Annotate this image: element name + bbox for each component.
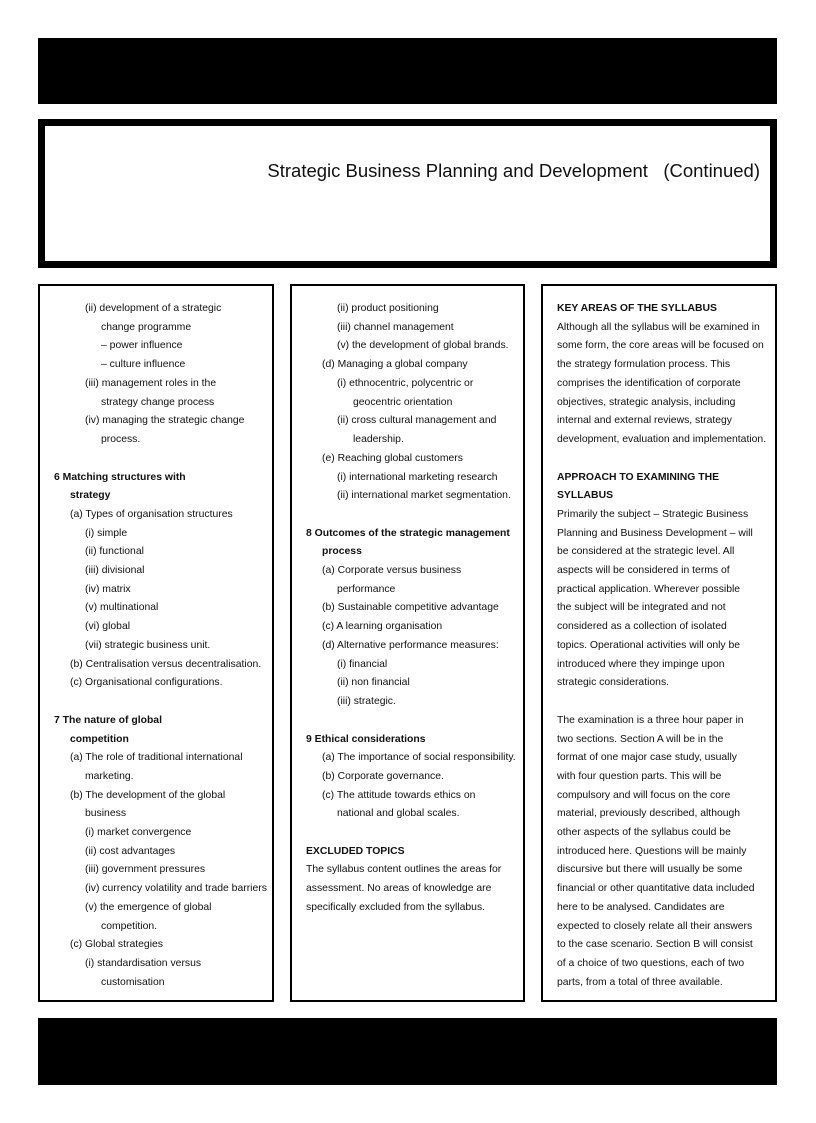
text-line: (b) The development of the global (70, 790, 226, 801)
text-line: national and global scales. (337, 808, 460, 819)
text-line: (i) market convergence (85, 827, 192, 838)
text-line: change programme (101, 322, 192, 333)
text-line: comprises the identification of corporate (557, 378, 741, 389)
text-line: (ii) functional (85, 546, 144, 557)
section-heading: 7 The nature of global (54, 715, 162, 726)
text-line: marketing. (85, 771, 134, 782)
syllabus-column-2 (290, 284, 525, 1002)
text-line: (a) Corporate versus business (322, 565, 462, 576)
text-line: (iv) matrix (85, 584, 131, 595)
text-line: practical application. Wherever possible (557, 584, 741, 595)
text-line: be considered at the strategic level. All (557, 546, 735, 557)
text-line: (i) international marketing research (337, 472, 498, 483)
section-heading: KEY AREAS OF THE SYLLABUS (557, 303, 717, 314)
text-line: of a choice of two questions, each of two (557, 958, 745, 969)
text-line: (vii) strategic business unit. (85, 640, 211, 651)
text-line: objectives, strategic analysis, including (557, 397, 736, 408)
text-line: (a) The role of traditional international (70, 752, 243, 763)
text-line: (ii) international market segmentation. (337, 490, 511, 501)
section-heading: strategy (70, 490, 111, 501)
text-line: aspects will be considered in terms of (557, 565, 730, 576)
text-line: (iii) management roles in the (85, 378, 217, 389)
text-line: financial or other quantitative data included (557, 883, 755, 894)
text-line: strategic considerations. (557, 677, 670, 688)
text-line: material, previously described, although (557, 808, 741, 819)
text-line: (b) Sustainable competitive advantage (322, 602, 499, 613)
text-line: geocentric orientation (353, 397, 453, 408)
text-line: business (85, 808, 127, 819)
title-frame (38, 119, 777, 268)
text-line: leadership. (353, 434, 404, 445)
text-line: – power influence (101, 340, 183, 351)
text-line: some form, the core areas will be focused on (557, 340, 764, 351)
text-line: other aspects of the syllabus could be (557, 827, 731, 838)
section-heading: process (322, 546, 362, 557)
text-line: development, evaluation and implementation. (557, 434, 767, 445)
text-line: (iii) government pressures (85, 864, 206, 875)
bottom-black-band (38, 1018, 777, 1085)
text-line: (iii) strategic. (337, 696, 396, 707)
text-line: (b) Corporate governance. (322, 771, 444, 782)
text-line: the subject will be integrated and not (557, 602, 726, 613)
text-line: (d) Managing a global company (322, 359, 468, 370)
text-line: (a) The importance of social responsibility. (322, 752, 516, 763)
text-line: to the case scenario. Section B will consist (557, 939, 753, 950)
text-line: (c) Organisational configurations. (70, 677, 223, 688)
text-line: (v) the emergence of global (85, 902, 212, 913)
text-line: (v) the development of global brands. (337, 340, 509, 351)
text-line: (ii) development of a strategic (85, 303, 222, 314)
text-line: specifically excluded from the syllabus. (306, 902, 486, 913)
text-line: (i) simple (85, 528, 128, 539)
text-line: introduced where they impinge upon (557, 659, 725, 670)
text-line: (vi) global (85, 621, 131, 632)
section-heading: 9 Ethical considerations (306, 734, 426, 745)
text-line: (iii) divisional (85, 565, 145, 576)
page-title: Strategic Business Planning and Development (Continued) (267, 160, 760, 181)
text-line: (i) financial (337, 659, 388, 670)
text-line: compulsory and will focus on the core (557, 790, 731, 801)
text-line: introduced here. Questions will be mainly (557, 846, 747, 857)
text-line: (i) ethnocentric, polycentric or (337, 378, 474, 389)
text-line: considered as a collection of isolated (557, 621, 727, 632)
text-line: (iv) managing the strategic change (85, 415, 245, 426)
text-line: format of one major case study, usually (557, 752, 737, 763)
text-line: (d) Alternative performance measures: (322, 640, 499, 651)
text-line: two sections. Section A will be in the (557, 734, 724, 745)
text-line: (e) Reaching global customers (322, 453, 463, 464)
text-line: Although all the syllabus will be examined in (557, 322, 760, 333)
section-heading: APPROACH TO EXAMINING THE (557, 472, 720, 483)
text-line: (i) standardisation versus (85, 958, 202, 969)
text-line: The examination is a three hour paper in (557, 715, 744, 726)
section-heading: 6 Matching structures with (54, 472, 186, 483)
text-line: performance (337, 584, 396, 595)
text-line: parts, from a total of three available. (557, 977, 723, 988)
section-heading: 8 Outcomes of the strategic management (306, 528, 510, 539)
text-line: (a) Types of organisation structures (70, 509, 233, 520)
section-heading: SYLLABUS (557, 490, 613, 501)
text-line: (ii) non financial (337, 677, 410, 688)
text-line: assessment. No areas of knowledge are (306, 883, 492, 894)
text-line: (iii) channel management (337, 322, 454, 333)
text-line: – culture influence (101, 359, 186, 370)
text-line: with four question parts. This will be (557, 771, 722, 782)
text-line: internal and external reviews, strategy (557, 415, 732, 426)
text-line: expected to closely relate all their answers (557, 921, 753, 932)
text-line: The syllabus content outlines the areas for (306, 864, 502, 875)
text-line: (b) Centralisation versus decentralisation. (70, 659, 262, 670)
text-line: Planning and Business Development – will (557, 528, 753, 539)
text-line: the strategy formulation process. This (557, 359, 731, 370)
text-line: process. (101, 434, 141, 445)
text-line: (v) multinational (85, 602, 159, 613)
text-line: strategy change process (101, 397, 215, 408)
section-heading: competition (70, 734, 129, 745)
top-black-band (38, 38, 777, 104)
text-line: topics. Operational activities will only be (557, 640, 741, 651)
text-line: discursive but there will usually be some (557, 864, 743, 875)
text-line: here to be analysed. Candidates are (557, 902, 725, 913)
text-line: (c) The attitude towards ethics on (322, 790, 476, 801)
text-line: customisation (101, 977, 165, 988)
text-line: (ii) cost advantages (85, 846, 176, 857)
text-line: (iv) currency volatility and trade barriers (85, 883, 267, 894)
text-line: (c) Global strategies (70, 939, 163, 950)
text-line: (ii) cross cultural management and (337, 415, 497, 426)
text-line: Primarily the subject – Strategic Business (557, 509, 749, 520)
syllabus-column-1 (38, 284, 274, 1002)
text-line: competition. (101, 921, 158, 932)
text-line: (ii) product positioning (337, 303, 439, 314)
syllabus-column-3 (541, 284, 777, 1002)
section-heading: EXCLUDED TOPICS (306, 846, 405, 857)
text-line: (c) A learning organisation (322, 621, 443, 632)
